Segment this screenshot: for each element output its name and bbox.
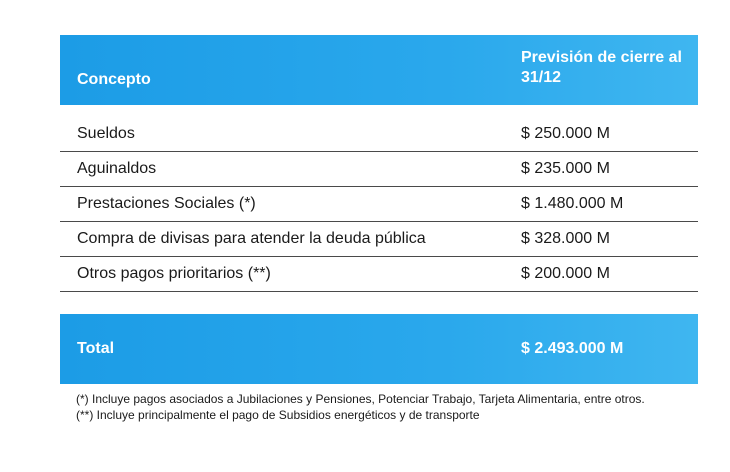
row-amount: $ 328.000 M — [521, 230, 610, 247]
footnotes — [76, 391, 696, 423]
row-concept: Compra de divisas para atender la deuda pública — [77, 230, 426, 247]
footnote-subsidies: (**) Incluye principalmente el pago de Subsidios energéticos y de transporte — [76, 408, 480, 422]
row-concept: Otros pagos prioritarios (**) — [77, 265, 271, 282]
table-row — [60, 257, 698, 292]
total-amount: $ 2.493.000 M — [521, 340, 624, 357]
row-concept: Prestaciones Sociales (*) — [77, 195, 256, 212]
total-label: Total — [77, 340, 115, 357]
header-forecast-label: Previsión de cierre al 31/12 — [521, 49, 682, 86]
row-concept: Aguinaldos — [77, 160, 157, 177]
table-row — [60, 117, 698, 152]
row-concept: Sueldos — [77, 125, 135, 142]
table-body — [60, 117, 698, 292]
table-header — [60, 35, 698, 105]
header-concept-label: Concepto — [77, 71, 151, 88]
row-amount: $ 200.000 M — [521, 265, 610, 282]
row-amount: $ 1.480.000 M — [521, 195, 624, 212]
table-row — [60, 152, 698, 187]
total-row — [60, 314, 698, 384]
table-row — [60, 222, 698, 257]
table-row — [60, 187, 698, 222]
row-amount: $ 235.000 M — [521, 160, 610, 177]
row-amount: $ 250.000 M — [521, 125, 610, 142]
footnote-social-benefits: (*) Incluye pagos asociados a Jubilaciones y Pensiones, Potenciar Trabajo, Tarjeta Alimentaria, entre otros. — [76, 392, 645, 406]
